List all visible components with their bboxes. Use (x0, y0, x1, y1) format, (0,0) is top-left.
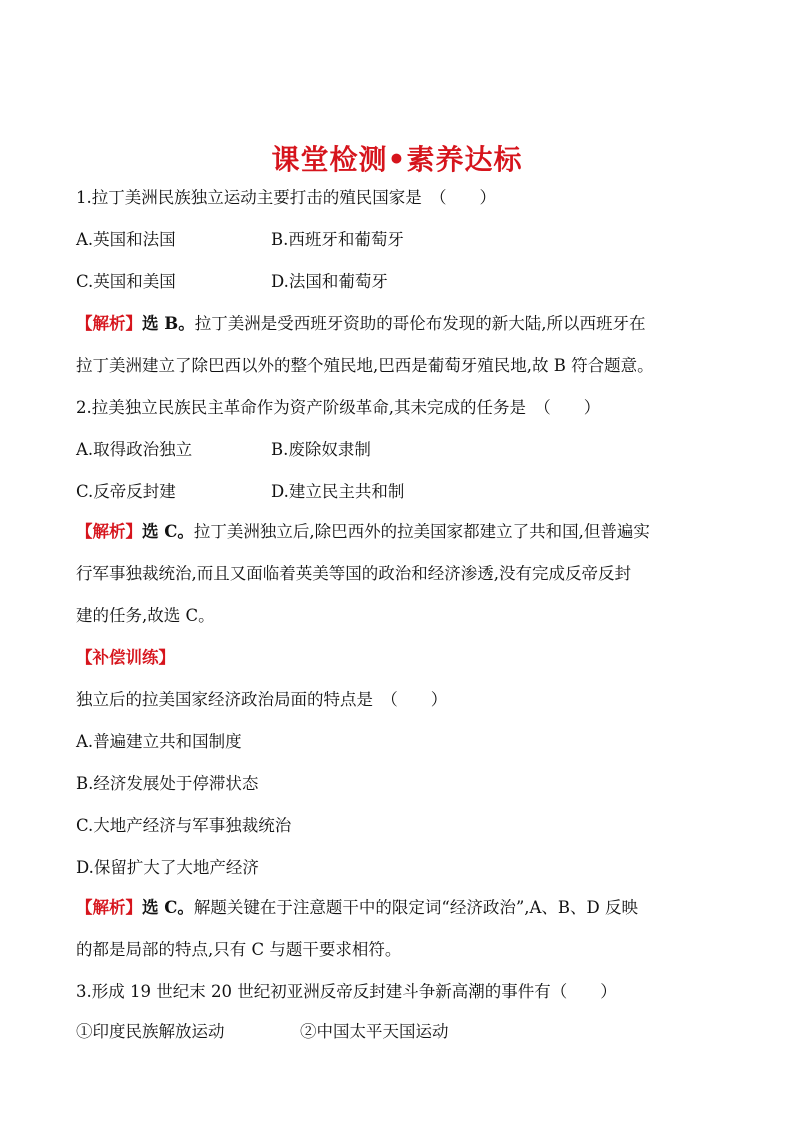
supplementary-option-b: B.经济发展处于停滞状态 (76, 774, 259, 793)
question-3-item-2: ②中国太平天国运动 (300, 1022, 449, 1041)
analysis-tag: 【解析】 (76, 522, 142, 541)
question-2-stem: 2.拉美独立民族民主革命作为资产阶级革命,其未完成的任务是 （ ） (76, 398, 601, 417)
question-2-option-b: B.废除奴隶制 (271, 440, 371, 459)
supplementary-option-c: C.大地产经济与军事独裁统治 (76, 816, 292, 835)
question-3-stem: 3.形成 19 世纪末 20 世纪初亚洲反帝反封建斗争新高潮的事件有（ ） (76, 982, 617, 1001)
question-2-analysis-line-1 (76, 520, 650, 544)
question-1-option-a: A.英国和法国 (76, 230, 176, 249)
question-2-analysis-line-2: 行军事独裁统治,而且又面临着英美等国的政治和经济渗透,没有完成反帝反封 (76, 564, 631, 583)
question-1-stem: 1.拉丁美洲民族独立运动主要打击的殖民国家是 （ ） (76, 188, 496, 207)
question-2-analysis-line-3: 建的任务,故选 C。 (76, 606, 215, 625)
question-1-option-d: D.法国和葡萄牙 (271, 272, 388, 291)
analysis-select: 选 C。 (142, 898, 194, 917)
supplementary-analysis-line-1 (76, 896, 638, 920)
analysis-tag: 【解析】 (76, 314, 142, 333)
analysis-text: 拉丁美洲独立后,除巴西外的拉美国家都建立了共和国,但普遍实 (193, 522, 650, 541)
supplementary-stem: 独立后的拉美国家经济政治局面的特点是 （ ） (76, 690, 448, 709)
supplementary-heading: 【补偿训练】 (76, 648, 175, 667)
supplementary-option-a: A.普遍建立共和国制度 (76, 732, 242, 751)
supplementary-analysis-line-2: 的都是局部的特点,只有 C 与题干要求相符。 (76, 940, 402, 959)
question-1-option-b: B.西班牙和葡萄牙 (271, 230, 404, 249)
supplementary-option-d: D.保留扩大了大地产经济 (76, 858, 259, 877)
analysis-select: 选 C。 (142, 522, 194, 541)
analysis-tag: 【解析】 (76, 898, 142, 917)
question-2-option-c: C.反帝反封建 (76, 482, 176, 501)
question-2-option-a: A.取得政治独立 (76, 440, 193, 459)
question-1-option-c: C.英国和美国 (76, 272, 176, 291)
analysis-text: 拉丁美洲是受西班牙资助的哥伦布发现的新大陆,所以西班牙在 (194, 314, 646, 333)
question-2-option-d: D.建立民主共和制 (271, 482, 405, 501)
question-1-analysis-line-2: 拉丁美洲建立了除巴西以外的整个殖民地,巴西是葡萄牙殖民地,故 B 符合题意。 (76, 356, 654, 375)
question-1-analysis-line-1 (76, 312, 645, 336)
analysis-text: 解题关键在于注意题干中的限定词“经济政治”,A、B、D 反映 (193, 898, 639, 917)
analysis-select: 选 B。 (142, 314, 195, 333)
page-title: 课堂检测•素养达标 (271, 143, 523, 176)
question-3-item-1: ①印度民族解放运动 (76, 1022, 225, 1041)
